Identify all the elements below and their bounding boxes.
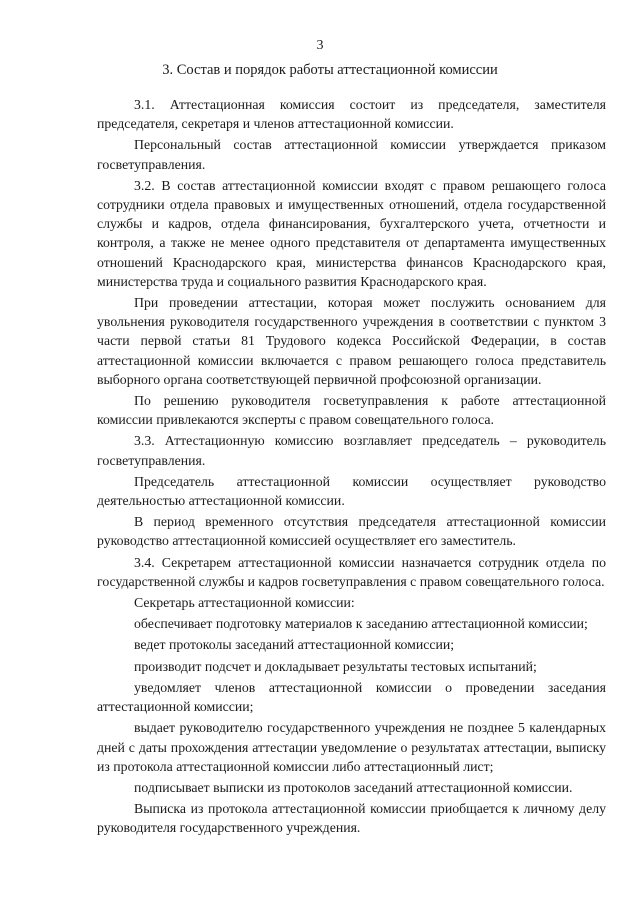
paragraph-experts: По решению руководителя госветуправления к работе аттестационной комиссии привлекаются эксперты с правом совещательного голоса. (97, 393, 606, 428)
section-title: 3. Состав и порядок работы аттестационной комиссии (162, 62, 498, 78)
paragraph-chairman-duties: Председатель аттестационной комиссии осуществляет руководство деятельностью аттестационной комиссии. (97, 473, 606, 509)
paragraph-secretary-intro: Секретарь аттестационной комиссии: (134, 595, 355, 611)
list-item-keeps-minutes: ведет протоколы заседаний аттестационной комиссии; (134, 637, 455, 653)
document-body (97, 95, 606, 838)
paragraph-personal-composition: Персональный состав аттестационной комиссии утверждается приказом госветуправления. (97, 137, 606, 172)
list-item-issues-extract: выдает руководителю государственного учреждения не позднее 5 календарных дней с даты прохождения аттестации уведомление о результатах аттестации, выписку из протокола аттестационной комиссии либо аттестационный лист; (97, 720, 606, 774)
list-item-prepares-materials: обеспечивает подготовку материалов к заседанию аттестационной комиссии; (134, 616, 588, 632)
list-item-counts-results: производит подсчет и докладывает результаты тестовых испытаний; (134, 658, 537, 674)
paragraph-extract-attached: Выписка из протокола аттестационной комиссии приобщается к личному делу руководителя государственного учреждения. (97, 801, 606, 836)
paragraph-trade-union-representative: При проведении аттестации, которая может послужить основанием для увольнения руководителя государственного учреждения в соответствии с пунктом 3 части первой статьи 81 Трудового кодекса Российской Федерации, в состав аттестационной комиссии включается с правом решающего голоса представитель выборного органа соответствующей первичной профсоюзной организации. (97, 295, 606, 387)
paragraph-deputy-chairman: В период временного отсутствия председателя аттестационной комиссии руководство аттестационной комиссией осуществляет его заместитель. (97, 514, 606, 549)
paragraph-3-1: 3.1. Аттестационная комиссия состоит из председателя, заместителя председателя, секретаря и членов аттестационной комиссии. (97, 97, 606, 132)
list-item-signs-extracts: подписывает выписки из протоколов заседаний аттестационной комиссии. (134, 779, 573, 795)
paragraph-3-4: 3.4. Секретарем аттестационной комиссии назначается сотрудник отдела по государственной службы и кадров госветуправления с правом совещательного голоса. (97, 554, 606, 589)
page-number: 3 (316, 38, 324, 53)
paragraph-3-3: 3.3. Аттестационную комиссию возглавляет председатель – руководитель госветуправления. (97, 433, 606, 468)
paragraph-3-2: 3.2. В состав аттестационной комиссии входят с правом решающего голоса сотрудники отдела правовых и имущественных отношений, отдела государственной службы и кадров, отдела финансирования, бухгалтерского учета, отчетности и контроля, а также не менее одного представителя от департамента имущественных отношений Краснодарского края, министерства финансов Краснодарского края, министерства труда и социального развития Краснодарского края. (97, 177, 606, 289)
list-item-notifies-members: уведомляет членов аттестационной комиссии о проведении заседания аттестационной комиссии; (97, 679, 606, 715)
